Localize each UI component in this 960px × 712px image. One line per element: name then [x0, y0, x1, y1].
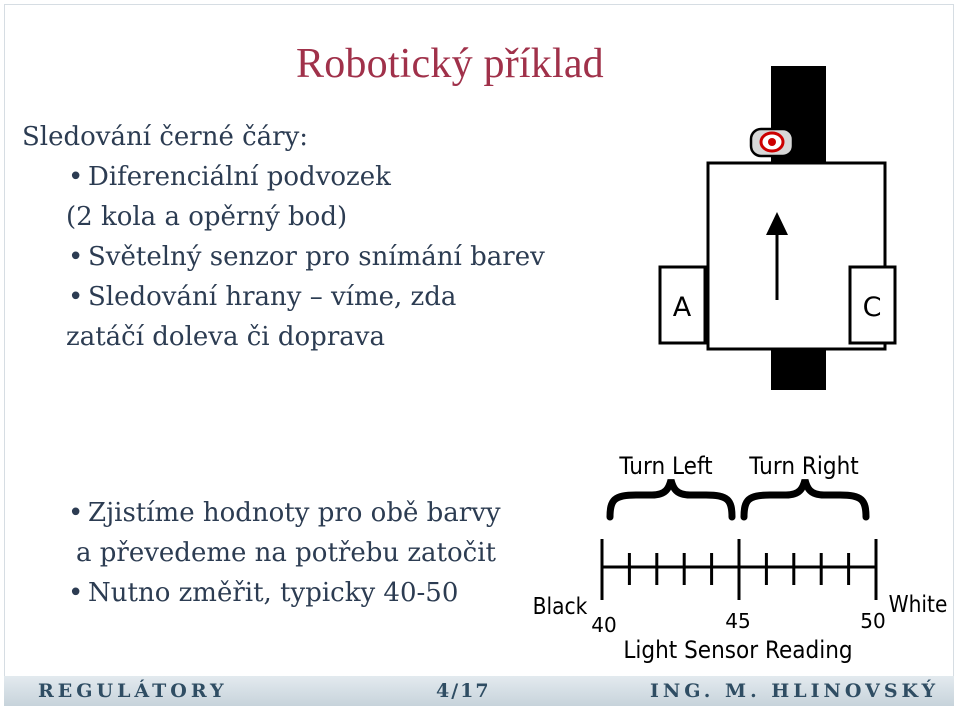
bullet-marker: [68, 282, 88, 312]
bullet-text: Světelný senzor pro snímání barev: [88, 242, 545, 272]
left-brace-icon: [610, 480, 732, 517]
section-heading: Sledování černé čáry:: [22, 122, 309, 152]
axis-label: Light Sensor Reading: [623, 636, 853, 665]
right-brace-icon: [744, 480, 866, 517]
slide-title: Robotický příklad: [296, 41, 604, 87]
turn-right-label: Turn Right: [749, 452, 859, 481]
bullet-text: Diferenciální podvozek: [88, 162, 391, 192]
tick-label-40: 40: [591, 613, 617, 637]
bullet-line: [68, 573, 501, 613]
continuation-line: zatáčí doleva či doprava: [66, 322, 385, 352]
black-label: Black: [532, 593, 588, 621]
page-number: 4/17: [436, 680, 491, 702]
bullet-line: [22, 237, 545, 277]
turn-left-label: Turn Left: [619, 452, 713, 481]
left-wheel-label: A: [672, 292, 692, 323]
bullet-marker: [68, 242, 88, 272]
bullet-line: [22, 157, 545, 197]
robot-diagram: [650, 60, 910, 395]
tick-label-45: 45: [725, 609, 751, 633]
bullet-text: Nutno změřit, typicky 40-50: [88, 578, 459, 608]
bullet-marker: [68, 578, 88, 608]
footer-right: ING. M. HLINOVSKÝ: [650, 680, 940, 702]
bullet-marker: [68, 162, 88, 192]
bottom-text-block: [68, 493, 501, 613]
top-text-block: [22, 117, 545, 357]
light-sensor-icon: [751, 129, 793, 156]
bullet-line: [22, 277, 545, 317]
tick-label-50: 50: [860, 609, 886, 633]
bullet-line: [68, 493, 501, 533]
axis-ticks: [602, 539, 876, 600]
continuation-line: a převedeme na potřebu zatočit: [76, 538, 496, 568]
footer-bar: [4, 676, 954, 706]
white-label: White: [888, 591, 948, 619]
bullet-text: Zjistíme hodnoty pro obě barvy: [88, 498, 501, 528]
sensor-reading-diagram: [526, 440, 956, 670]
footer-left: REGULÁTORY: [38, 680, 228, 702]
bullet-marker: [68, 498, 88, 528]
continuation-line: (2 kola a opěrný bod): [66, 202, 348, 232]
right-wheel-label: C: [862, 292, 882, 323]
bullet-text: Sledování hrany – víme, zda: [88, 282, 457, 312]
